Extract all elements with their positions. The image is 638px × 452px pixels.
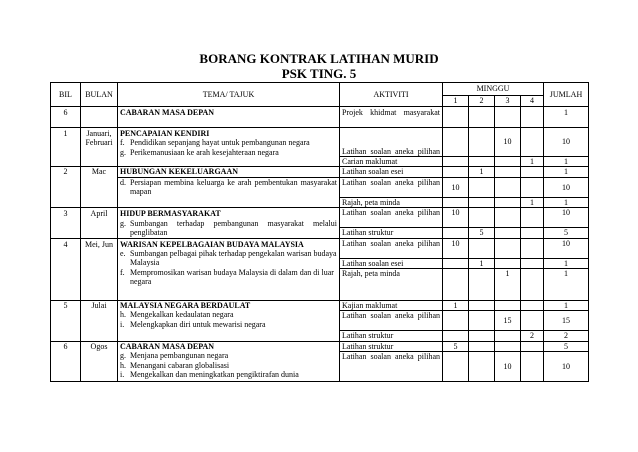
week-cell xyxy=(469,177,495,197)
week-cell xyxy=(469,341,495,351)
subtopic-item xyxy=(120,219,337,238)
subtopic-text: Persiapan membina keluarga ke arah pembentukan masyarakat mapan xyxy=(130,177,337,197)
tema-cell: CABARAN MASA DEPAN xyxy=(118,107,340,128)
bulan-cell: Januari, Februari xyxy=(81,128,118,167)
contract-table xyxy=(50,82,589,382)
week-cell xyxy=(443,107,469,128)
week-cell xyxy=(521,301,544,311)
aktiviti-cell: Latihan soalan aneka pilihan xyxy=(340,208,443,228)
week-cell xyxy=(495,107,521,128)
aktiviti-cell: Latihan soalan aneka pilihan xyxy=(340,177,443,197)
week-cell xyxy=(495,228,521,238)
tema-title: HIDUP BERMASYARAKAT xyxy=(120,209,221,219)
subtopic-key: i. xyxy=(120,319,125,329)
week-cell: 5 xyxy=(469,228,495,238)
week-cell xyxy=(495,157,521,167)
aktiviti-cell: Latihan struktur xyxy=(340,331,443,341)
table-row xyxy=(51,167,589,177)
subtopic-item xyxy=(120,361,337,370)
bil-cell: 6 xyxy=(51,341,81,381)
week-cell xyxy=(469,128,495,157)
week-cell xyxy=(521,341,544,351)
week-cell xyxy=(521,208,544,228)
bil-cell: 3 xyxy=(51,208,81,238)
week-cell xyxy=(443,269,469,301)
jumlah-cell: 5 xyxy=(544,341,589,351)
jumlah-cell: 10 xyxy=(544,238,589,258)
subtopic-text: Melengkapkan diri untuk mewarisi negara xyxy=(130,319,266,329)
tema-title: PENCAPAIAN KENDIRI xyxy=(120,129,210,138)
header-bil: BIL xyxy=(51,83,81,107)
subtopic-key: g. xyxy=(120,147,126,157)
jumlah-cell: 1 xyxy=(544,167,589,177)
week-cell xyxy=(443,258,469,268)
week-cell xyxy=(443,228,469,238)
tema-cell xyxy=(118,341,340,381)
week-cell xyxy=(521,228,544,238)
week-cell: 5 xyxy=(443,341,469,351)
jumlah-cell: 1 xyxy=(544,258,589,268)
week-cell xyxy=(495,167,521,177)
subtopic-key: g. xyxy=(120,218,126,228)
subtopic-item xyxy=(120,138,337,147)
subtopic-key: g. xyxy=(120,351,126,361)
aktiviti-cell: Projek khidmat masyarakat xyxy=(340,107,443,128)
week-cell: 10 xyxy=(443,238,469,258)
header-week-4: 4 xyxy=(521,96,544,107)
week-cell: 1 xyxy=(521,197,544,207)
subtopic-key: h. xyxy=(120,360,126,370)
tema-title: HUBUNGAN KEKELUARGAAN xyxy=(118,167,339,177)
subtopic-item xyxy=(120,249,337,268)
week-cell xyxy=(495,331,521,341)
bil-cell: 4 xyxy=(51,238,81,300)
week-cell xyxy=(469,197,495,207)
jumlah-cell: 10 xyxy=(544,208,589,228)
week-cell xyxy=(495,258,521,268)
week-cell xyxy=(495,341,521,351)
week-cell: 2 xyxy=(521,331,544,341)
header-aktiviti: AKTIVITI xyxy=(340,83,443,107)
week-cell xyxy=(521,177,544,197)
subtopic-key: i. xyxy=(120,370,125,380)
table-row xyxy=(51,208,589,228)
week-cell: 10 xyxy=(495,128,521,157)
week-cell: 10 xyxy=(443,208,469,228)
header-week-3: 3 xyxy=(495,96,521,107)
aktiviti-cell: Latihan struktur xyxy=(340,228,443,238)
subtopic-text: Sumbangan terhadap pembangunan masyarakat melalui penglibatan xyxy=(130,218,337,238)
form-title: BORANG KONTRAK LATIHAN MURID xyxy=(199,51,439,66)
week-cell xyxy=(469,352,495,382)
bulan-cell: April xyxy=(81,208,118,238)
subtopic-text: Mempromosikan warisan budaya Malaysia di dalam dan di luar negara xyxy=(130,267,334,287)
tema-cell xyxy=(118,128,340,167)
bulan-cell: Julai xyxy=(81,301,118,342)
bil-cell: 2 xyxy=(51,167,81,208)
aktiviti-cell: Latihan soalan aneka pilihan xyxy=(340,238,443,258)
week-cell xyxy=(469,301,495,311)
aktiviti-cell: Latihan soalan esei xyxy=(340,258,443,268)
table-row xyxy=(51,341,589,351)
tema-title: WARISAN KEPELBAGAIAN BUDAYA MALAYSIA xyxy=(120,239,304,249)
subtopic-text: Menjana pembangunan negara xyxy=(130,351,229,361)
header-tema: TEMA/ TAJUK xyxy=(118,83,340,107)
subtopic-key: d. xyxy=(120,177,126,187)
week-cell xyxy=(443,197,469,207)
week-cell xyxy=(521,311,544,331)
week-cell xyxy=(469,311,495,331)
subtopic-text: Perikemanusiaan ke arah kesejahteraan negara xyxy=(130,147,279,157)
week-cell: 10 xyxy=(443,177,469,197)
tema-cell xyxy=(118,208,340,238)
header-row xyxy=(51,83,589,96)
subtopic-text: Mengekalkan kedaulatan negara xyxy=(130,310,234,320)
bulan-cell xyxy=(81,107,118,128)
aktiviti-cell: Latihan struktur xyxy=(340,341,443,351)
week-cell: 1 xyxy=(469,167,495,177)
week-cell xyxy=(469,269,495,301)
week-cell: 15 xyxy=(495,311,521,331)
week-cell xyxy=(469,331,495,341)
week-cell xyxy=(521,107,544,128)
subtopic-item xyxy=(120,178,337,197)
week-cell xyxy=(521,167,544,177)
table-row xyxy=(51,107,589,128)
aktiviti-cell: Latihan soalan aneka pilihan xyxy=(340,128,443,157)
header-week-2: 2 xyxy=(469,96,495,107)
subtopic-item xyxy=(120,148,337,157)
week-cell xyxy=(521,258,544,268)
week-cell xyxy=(443,157,469,167)
jumlah-cell: 1 xyxy=(544,157,589,167)
week-cell: 10 xyxy=(495,352,521,382)
subtopic-key: f. xyxy=(120,138,125,148)
bil-cell: 6 xyxy=(51,107,81,128)
jumlah-cell: 2 xyxy=(544,331,589,341)
header-week-1: 1 xyxy=(443,96,469,107)
jumlah-cell: 1 xyxy=(544,269,589,301)
week-cell xyxy=(443,352,469,382)
week-cell xyxy=(469,238,495,258)
jumlah-cell: 10 xyxy=(544,352,589,382)
subtopic-text: Menangani cabaran globalisasi xyxy=(130,360,230,370)
week-cell: 1 xyxy=(469,258,495,268)
week-cell xyxy=(521,269,544,301)
aktiviti-cell: Carian maklumat xyxy=(340,157,443,167)
week-cell xyxy=(495,197,521,207)
jumlah-cell: 15 xyxy=(544,311,589,331)
week-cell xyxy=(495,208,521,228)
header-bulan: BULAN xyxy=(81,83,118,107)
bil-cell: 5 xyxy=(51,301,81,342)
table-row xyxy=(51,238,589,258)
aktiviti-cell: Kajian maklumat xyxy=(340,301,443,311)
week-cell: 1 xyxy=(443,301,469,311)
jumlah-cell: 1 xyxy=(544,301,589,311)
aktiviti-cell: Latihan soalan aneka pilihan xyxy=(340,311,443,331)
tema-cell xyxy=(118,301,340,342)
aktiviti-cell: Rajah, peta minda xyxy=(340,269,443,301)
bulan-cell: Ogos xyxy=(81,341,118,381)
subtopic-key: f. xyxy=(120,267,125,277)
subtopic-item xyxy=(120,320,337,329)
week-cell xyxy=(443,167,469,177)
subtopic-key: h. xyxy=(120,310,126,320)
week-cell xyxy=(521,238,544,258)
subtopic-item xyxy=(120,310,337,319)
subtopic-text: Sumbangan pelbagai pihak terhadap pengekalan warisan budaya Malaysia xyxy=(130,249,337,268)
tema-title: MALAYSIA NEGARA BERDAULAT xyxy=(120,301,251,311)
header-jumlah: JUMLAH xyxy=(544,83,589,107)
jumlah-cell: 10 xyxy=(544,128,589,157)
aktiviti-cell: Rajah, peta minda xyxy=(340,197,443,207)
week-cell xyxy=(443,128,469,157)
week-cell xyxy=(521,128,544,157)
jumlah-cell: 1 xyxy=(544,197,589,207)
week-cell xyxy=(495,238,521,258)
aktiviti-cell xyxy=(340,352,443,382)
week-cell xyxy=(443,311,469,331)
aktiviti-text: Latihan soalan aneka pilihan xyxy=(342,352,440,362)
aktiviti-cell: Latihan soalan esei xyxy=(340,167,443,177)
bulan-cell: Mac xyxy=(81,167,118,208)
tema-cell xyxy=(118,167,340,208)
subtopic-key: e. xyxy=(120,249,126,259)
tema-title: CABARAN MASA DEPAN xyxy=(120,341,215,351)
subtopic-item xyxy=(120,268,337,287)
week-cell xyxy=(469,157,495,167)
week-cell xyxy=(443,331,469,341)
tema-cell xyxy=(118,238,340,300)
jumlah-cell: 10 xyxy=(544,177,589,197)
week-cell: 1 xyxy=(521,157,544,167)
header-minggu: MINGGU xyxy=(443,83,544,96)
bulan-cell: Mei, Jun xyxy=(81,238,118,300)
subtopic-item xyxy=(120,351,337,360)
week-cell xyxy=(521,352,544,382)
form-subtitle: PSK TING. 5 xyxy=(281,66,357,81)
week-cell xyxy=(495,177,521,197)
subtopic-text: Mengekalkan dan meningkatkan pengiktirafan dunia xyxy=(130,370,299,380)
subtopic-item xyxy=(120,370,337,379)
week-cell xyxy=(469,107,495,128)
jumlah-cell: 1 xyxy=(544,107,589,128)
table-row xyxy=(51,128,589,157)
table-row xyxy=(51,301,589,311)
bil-cell: 1 xyxy=(51,128,81,167)
subtopic-text: Pendidikan sepanjang hayat untuk pembangunan negara xyxy=(130,138,310,148)
jumlah-cell: 5 xyxy=(544,228,589,238)
week-cell xyxy=(495,301,521,311)
week-cell: 1 xyxy=(495,269,521,301)
week-cell xyxy=(469,208,495,228)
